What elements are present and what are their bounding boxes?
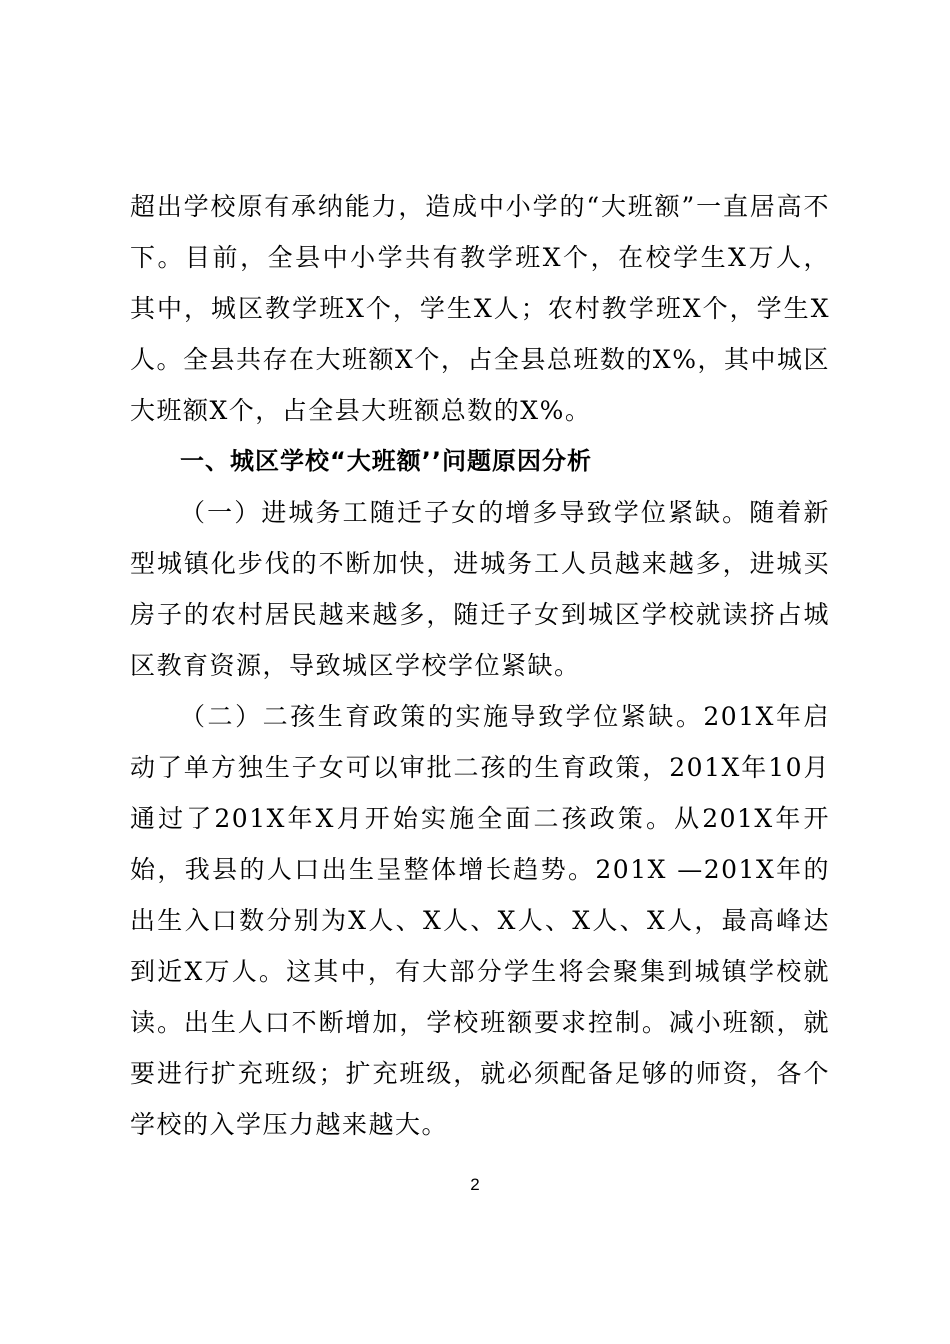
page-number: 2 (470, 1175, 480, 1194)
document-body (130, 181, 830, 1150)
paragraph-continuation: 超出学校原有承纳能力，造成中小学的“大班额”一直居高不下。目前，全县中小学共有教学班X个，在校学生X万人，其中，城区教学班X个，学生X人；农村教学班X个，学生X人。全县共存在大班额X个，占全县总班数的X%，其中城区大班额X个，占全县大班额总数的X%。 (130, 192, 830, 425)
section-heading: 一、城区学校“大班额’’问题原因分析 (180, 447, 593, 475)
paragraph-reason-two: （二）二孩生育政策的实施导致学位紧缺。201X年启动了单方独生子女可以审批二孩的生育政策，201X年10月通过了201X年X月开始实施全面二孩政策。从201X年开始，我县的人口出生呈整体增长趋势。201X —201X年的出生入口数分别为X人、X人、X人、X人、X人，最高峰达到近X万人。这其中，有大部分学生将会聚集到城镇学校就读。出生人口不断增加，学校班额要求控制。减小班额，就要进行扩充班级；扩充班级，就必须配备足够的师资，各个学校的入学压力越来越大。 (130, 702, 830, 1139)
paragraph-reason-one: （一）进城务工随迁子女的增多导致学位紧缺。随着新型城镇化步伐的不断加快，进城务工人员越来越多，进城买房子的农村居民越来越多，随迁子女到城区学校就读挤占城区教育资源，导致城区学校学位紧缺。 (130, 498, 830, 680)
